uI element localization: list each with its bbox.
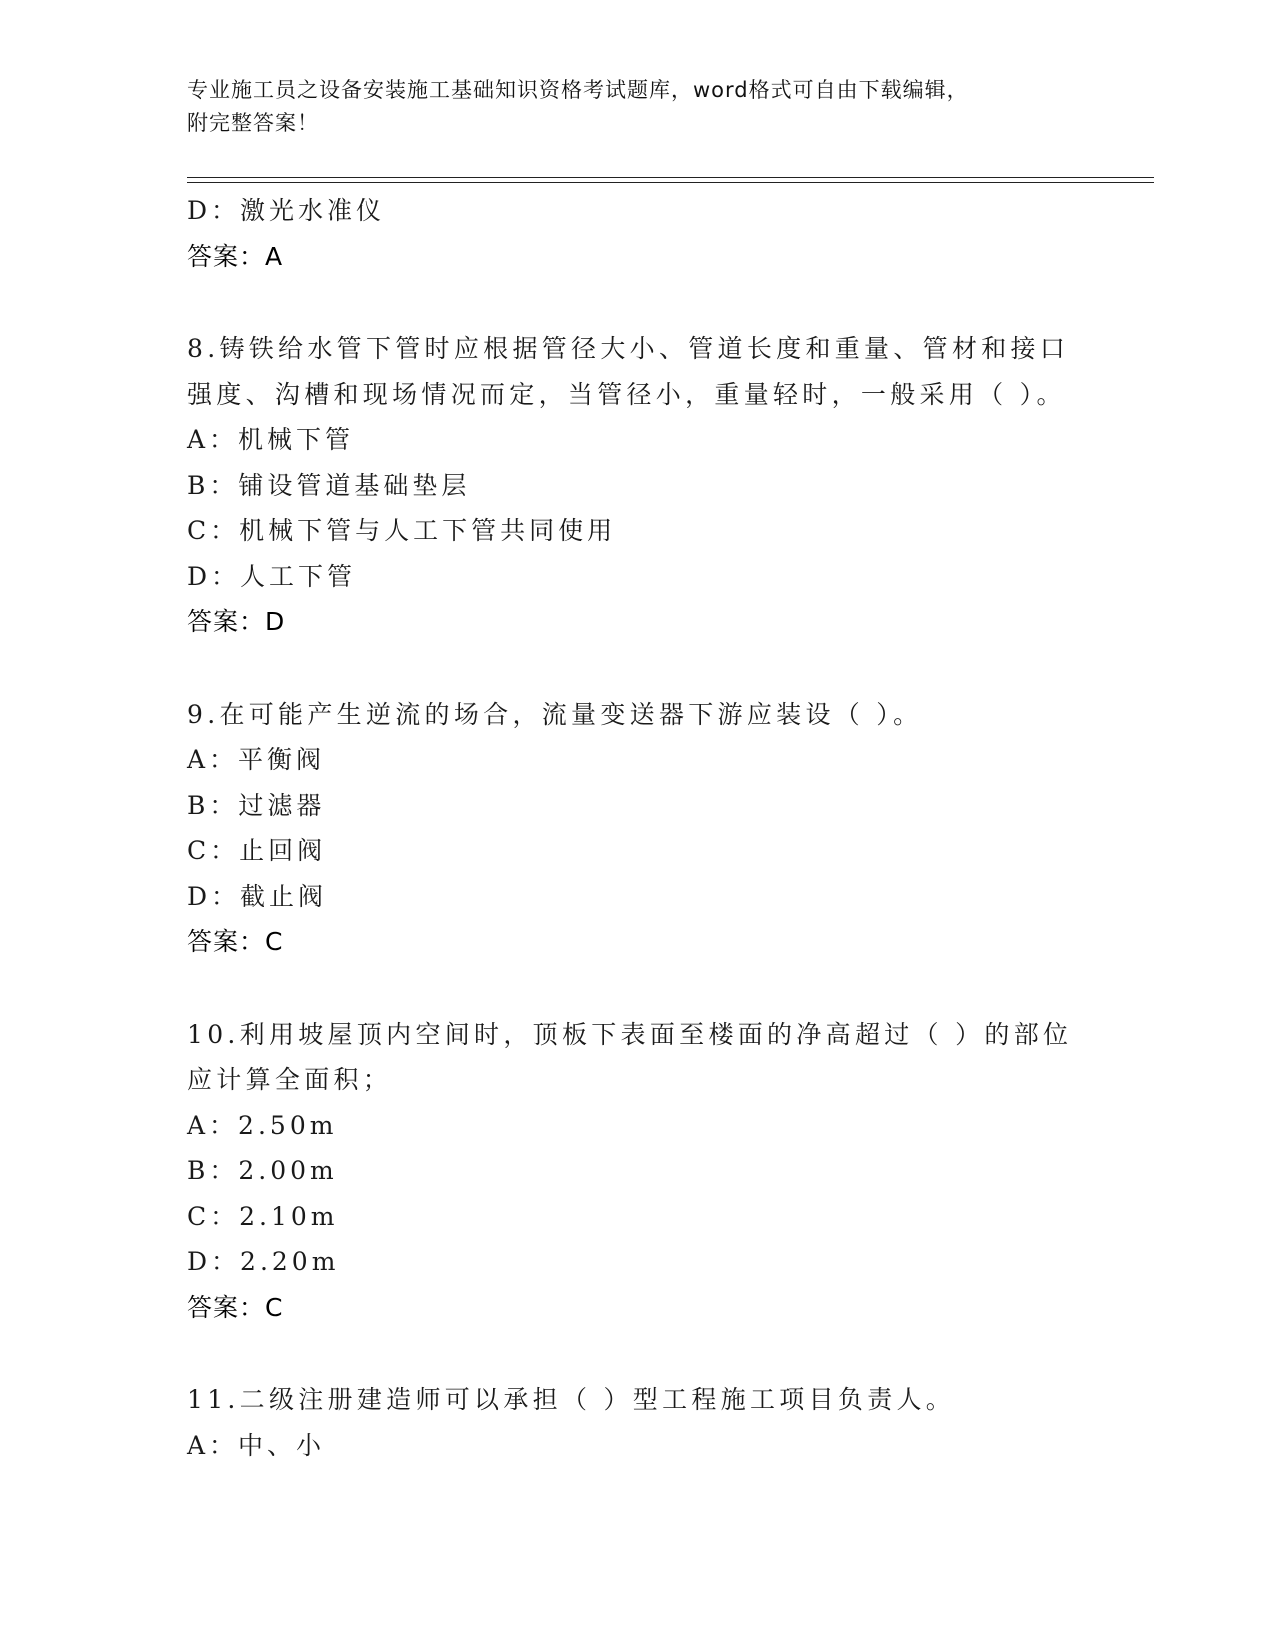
question-text-line-2: 应计算全面积； bbox=[187, 1065, 393, 1094]
option-a: A：平衡阀 bbox=[187, 745, 326, 774]
option-c: C：2.10m bbox=[187, 1201, 339, 1231]
header-title-line-2: 附完整答案！ bbox=[187, 111, 319, 135]
option-d: D：截止阀 bbox=[187, 881, 328, 911]
question-8 bbox=[187, 326, 1087, 645]
header-divider-bottom bbox=[187, 182, 1154, 183]
header-divider-top bbox=[187, 177, 1154, 178]
answer: 答案：C bbox=[187, 927, 284, 956]
option-b: B：铺设管道基础垫层 bbox=[187, 470, 471, 500]
question-10 bbox=[187, 1012, 1087, 1331]
header-title-line-1: 专业施工员之设备安装施工基础知识资格考试题库，word格式可自由下载编辑， bbox=[187, 78, 969, 102]
question-text-line-1: 8.铸铁给水管下管时应根据管径大小、管道长度和重量、管材和接口 bbox=[187, 334, 1070, 363]
spacer bbox=[187, 645, 1087, 692]
spacer bbox=[187, 965, 1087, 1012]
option-c: C：机械下管与人工下管共同使用 bbox=[187, 516, 617, 545]
document-header bbox=[187, 74, 1067, 140]
option-a: A：中、小 bbox=[187, 1430, 326, 1460]
option-a: A：2.50m bbox=[187, 1110, 338, 1140]
option-d: D：人工下管 bbox=[187, 561, 357, 591]
spacer bbox=[187, 1330, 1087, 1377]
option-b: B：2.00m bbox=[187, 1156, 338, 1185]
question-11 bbox=[187, 1377, 1087, 1468]
question-text-line-1: 11.二级注册建造师可以承担（ ）型工程施工项目负责人。 bbox=[187, 1385, 956, 1414]
question-text-line-2: 强度、沟槽和现场情况而定，当管径小，重量轻时，一般采用（ ）。 bbox=[187, 379, 1066, 409]
answer: 答案：A bbox=[187, 241, 284, 271]
question-9 bbox=[187, 692, 1087, 965]
option-b: B：过滤器 bbox=[187, 790, 326, 820]
option-c: C：止回阀 bbox=[187, 836, 327, 865]
option-a: A：机械下管 bbox=[187, 425, 355, 454]
option-d: D：2.20m bbox=[187, 1247, 340, 1276]
answer: 答案：D bbox=[187, 607, 286, 636]
answer: 答案：C bbox=[187, 1292, 284, 1322]
question-content bbox=[187, 188, 1087, 1468]
spacer bbox=[187, 279, 1087, 326]
question-7-continued bbox=[187, 188, 1087, 279]
question-text-line-1: 9.在可能产生逆流的场合，流量变送器下游应装设（ ）。 bbox=[187, 699, 923, 729]
question-text-line-1: 10.利用坡屋顶内空间时，顶板下表面至楼面的净高超过（ ）的部位 bbox=[187, 1019, 1073, 1049]
option-d: D：激光水准仪 bbox=[187, 196, 386, 225]
